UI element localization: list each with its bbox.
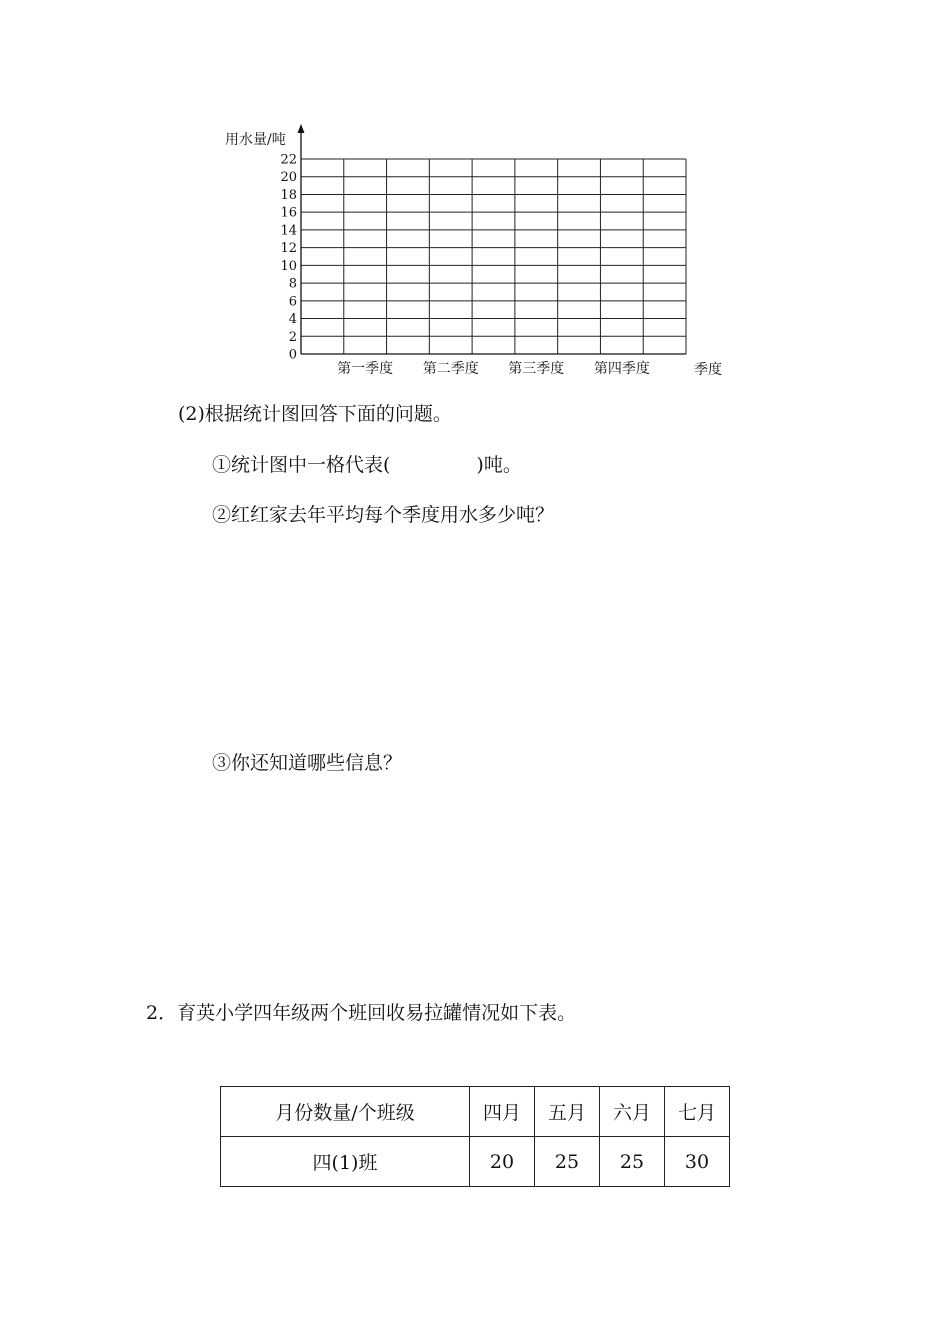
table-header-cell: 六月 <box>600 1087 665 1137</box>
y-tick-label: 22 <box>280 152 297 168</box>
y-tick-label: 12 <box>280 241 297 257</box>
problem-2-text: 2．育英小学四年级两个班回收易拉罐情况如下表。 <box>146 1002 577 1024</box>
chart-grid <box>301 159 686 354</box>
y-tick-label: 2 <box>288 329 297 345</box>
y-tick-label: 16 <box>280 205 297 221</box>
table-header-cell: 四月 <box>470 1087 535 1137</box>
x-category-labels <box>337 360 650 377</box>
y-axis-label: 用水量/吨 <box>225 132 286 148</box>
y-tick-label: 4 <box>288 312 297 328</box>
table-row <box>221 1137 730 1187</box>
y-tick-label: 20 <box>280 170 297 186</box>
question-1 <box>212 453 522 477</box>
x-axis-label: 季度 <box>694 362 722 378</box>
y-tick-label: 10 <box>280 258 297 274</box>
x-category-label: 第一季度 <box>337 361 394 377</box>
question-2: ②红红家去年平均每个季度用水多少吨？ <box>212 504 555 526</box>
question-1-after: )吨。 <box>476 454 522 476</box>
blank-grid-chart <box>0 0 950 400</box>
x-category-label: 第四季度 <box>593 361 650 377</box>
table-header-cell: 五月 <box>535 1087 600 1137</box>
table-cell: 30 <box>665 1137 730 1187</box>
table-cell: 25 <box>535 1137 600 1187</box>
y-tick-label: 6 <box>288 294 297 310</box>
x-category-label: 第三季度 <box>508 361 565 377</box>
part2-title: (2)根据统计图回答下面的问题。 <box>178 403 452 425</box>
cans-recycling-table <box>220 1086 730 1187</box>
table-cell: 20 <box>470 1137 535 1187</box>
y-tick-label: 0 <box>288 347 297 363</box>
question-1-before: ①统计图中一格代表( <box>212 454 391 476</box>
y-tick-label: 18 <box>280 187 297 203</box>
table-cell: 25 <box>600 1137 665 1187</box>
y-tick-labels <box>280 153 297 363</box>
x-category-label: 第二季度 <box>422 361 479 377</box>
table-header-row <box>221 1087 730 1137</box>
table-header-cell: 月份数量/个班级 <box>221 1087 470 1137</box>
table-cell: 四(1)班 <box>221 1137 470 1187</box>
table-header-cell: 七月 <box>665 1087 730 1137</box>
y-tick-label: 8 <box>288 276 297 292</box>
y-axis-arrow <box>298 124 305 133</box>
question-3: ③你还知道哪些信息？ <box>212 752 403 774</box>
y-tick-label: 14 <box>280 223 297 239</box>
